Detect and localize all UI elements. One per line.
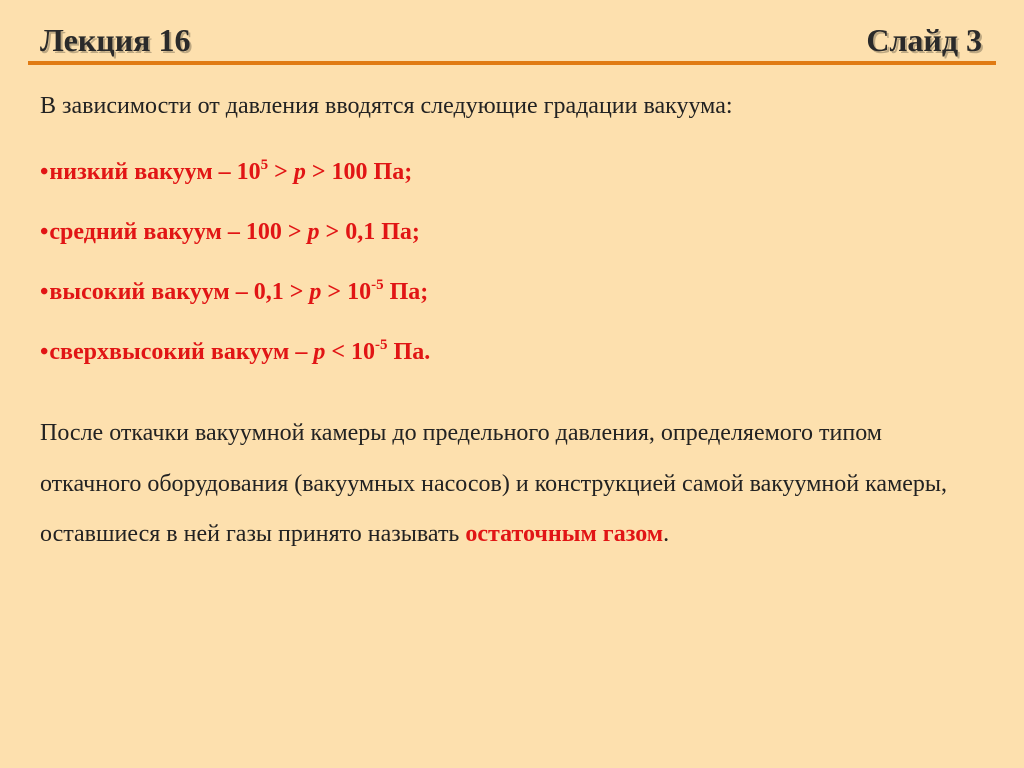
item-unit: Па;	[383, 279, 429, 305]
item-value: 100	[331, 159, 368, 185]
slide-number: Слайд 3	[866, 22, 982, 58]
item-operator: >	[305, 159, 332, 185]
bullet-icon: •	[40, 339, 49, 365]
item-variable: p	[307, 219, 320, 245]
item-value: 10	[351, 339, 376, 365]
list-item	[40, 142, 430, 202]
lecture-title: Лекция 16	[40, 22, 191, 58]
paragraph-end: .	[663, 521, 670, 547]
intro-text: В зависимости от давления вводятся следующие градации вакуума:	[40, 93, 733, 119]
item-operator: >	[268, 159, 294, 185]
bullet-icon: •	[40, 279, 49, 305]
vacuum-grades-list	[40, 142, 430, 382]
bullet-icon: •	[40, 159, 49, 185]
item-exponent: -5	[371, 277, 384, 293]
item-variable: p	[313, 339, 326, 365]
item-operator: >	[321, 279, 348, 305]
slide-header	[40, 20, 982, 60]
item-operator: >	[283, 279, 310, 305]
item-value: 10	[347, 279, 372, 305]
item-operator: >	[281, 219, 308, 245]
item-variable: p	[293, 159, 306, 185]
item-label: сверхвысокий вакуум –	[49, 339, 314, 365]
item-label: средний вакуум – 100	[49, 219, 282, 245]
item-label: низкий вакуум – 10	[49, 159, 261, 185]
residual-gas-paragraph	[40, 408, 980, 560]
item-variable: p	[309, 279, 322, 305]
highlight-term: остаточным газом	[465, 521, 664, 547]
item-unit: Па;	[367, 159, 413, 185]
item-operator: <	[325, 339, 352, 365]
list-item	[40, 202, 430, 262]
item-exponent: -5	[375, 337, 388, 353]
item-value: 0,1	[345, 219, 376, 245]
item-label: высокий вакуум – 0,1	[49, 279, 284, 305]
header-divider	[28, 61, 996, 65]
item-operator: >	[319, 219, 346, 245]
paragraph-text: После откачки вакуумной камеры до предельного давления, определяемого типом откачного оборудования (вакуумных насосов) и конструкцией самой вакуумной камеры, оставшиеся в ней газы принято называть	[40, 420, 948, 547]
item-exponent: 5	[260, 157, 269, 173]
list-item	[40, 262, 430, 322]
list-item	[40, 322, 430, 382]
item-unit: Па;	[375, 219, 420, 245]
item-unit: Па.	[387, 339, 431, 365]
bullet-icon: •	[40, 219, 49, 245]
